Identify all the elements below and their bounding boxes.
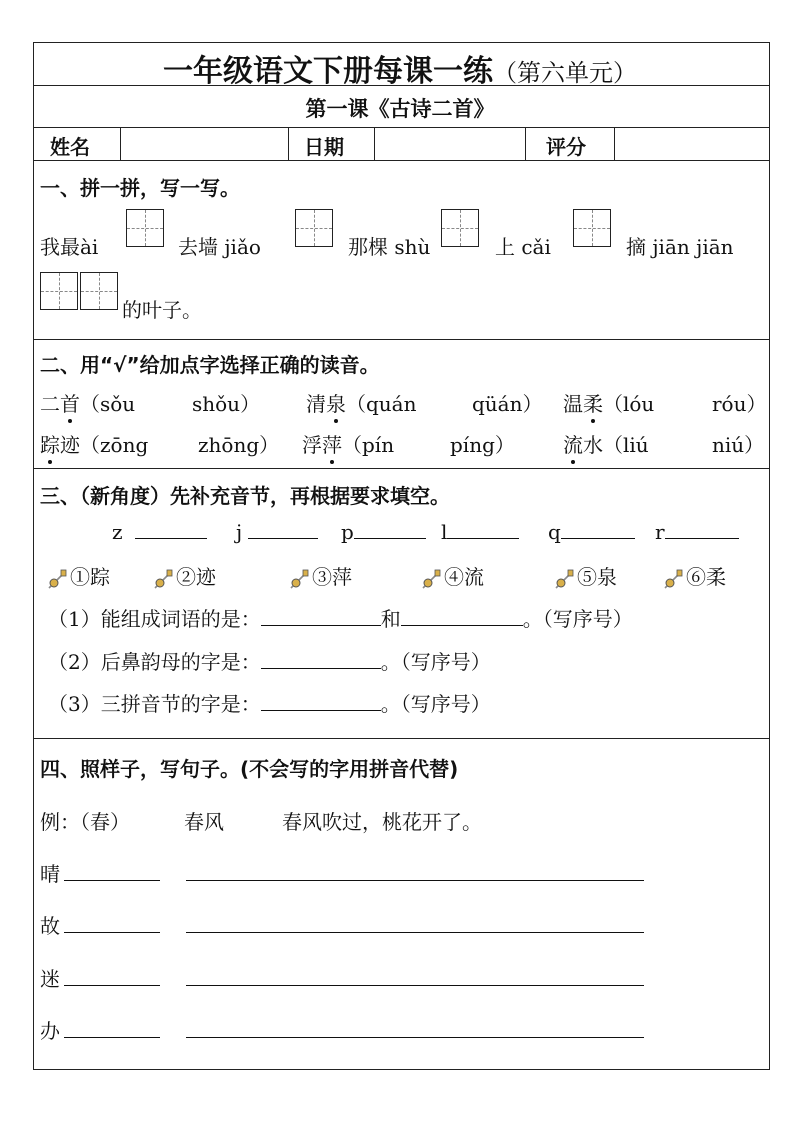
example-sentence: 春风吹过，桃花开了。: [282, 810, 482, 834]
char-item: ①踪: [46, 561, 110, 590]
char-item: ④流: [420, 561, 484, 590]
score-label: 评分: [546, 135, 586, 159]
s1-text: 的叶子。: [122, 298, 202, 322]
writing-grid[interactable]: [573, 209, 611, 247]
info-divider: [374, 127, 375, 160]
name-field[interactable]: [122, 127, 286, 157]
rule-s1: [34, 339, 769, 340]
info-divider: [614, 127, 615, 160]
pushpin-icon: [553, 569, 575, 589]
dotted-char: 萍: [322, 429, 342, 458]
answer-blank[interactable]: [261, 650, 381, 669]
pinyin-option[interactable]: píng）: [450, 433, 515, 457]
word-blank[interactable]: [64, 932, 160, 933]
dotted-char: 柔: [583, 388, 603, 417]
answer-blank[interactable]: [261, 692, 381, 711]
info-divider: [525, 127, 526, 160]
sentence-blank[interactable]: [186, 880, 644, 881]
pinyin-option[interactable]: （sǒu: [80, 392, 136, 416]
answer-blank[interactable]: [261, 607, 381, 626]
pushpin-icon: [288, 569, 310, 589]
practice-char: 迷: [40, 967, 60, 991]
writing-grid[interactable]: [295, 209, 333, 247]
practice-char: 晴: [40, 862, 60, 886]
syllable-blank[interactable]: p: [341, 520, 426, 544]
s1-heading: 一、拼一拼，写一写。: [40, 176, 240, 200]
reading-item: 浮萍（pín: [302, 429, 394, 458]
lesson-title: 第一课《古诗二首》: [305, 97, 495, 121]
char-item: ⑥柔: [662, 561, 726, 590]
pinyin-option[interactable]: （liú: [603, 433, 649, 457]
char-item: ②迹: [152, 561, 216, 590]
question-2: （2）后鼻韵母的字是： 。（写序号）: [48, 650, 491, 674]
syllable-blank[interactable]: j: [236, 520, 318, 544]
s1-text: 那棵 shù: [348, 235, 431, 259]
word-blank[interactable]: [64, 880, 160, 881]
pushpin-icon: [662, 569, 684, 589]
reading-item: 温柔（lóu: [563, 388, 654, 417]
rule-s2: [34, 468, 769, 469]
pinyin-option[interactable]: （pín: [342, 433, 395, 457]
title-text: 一年级语文下册每课一练: [163, 54, 493, 89]
pinyin-option[interactable]: zhōng）: [198, 433, 280, 457]
pushpin-icon: [420, 569, 442, 589]
question-3: （3）三拼音节的字是： 。（写序号）: [48, 692, 491, 716]
reading-item: 踪迹（zōng: [40, 429, 148, 458]
writing-grid[interactable]: [126, 209, 164, 247]
syllable-blank[interactable]: r: [655, 520, 739, 544]
rule-info: [34, 160, 769, 161]
unit-text: （第六单元）: [493, 59, 637, 87]
s1-text: 摘 jiān jiān: [626, 235, 734, 259]
reading-item: 流水（liú: [563, 429, 649, 458]
rule-s3: [34, 738, 769, 739]
char-item: ③萍: [288, 561, 352, 590]
pinyin-option[interactable]: shǒu）: [192, 392, 261, 416]
s3-heading: 三、（新角度）先补充音节，再根据要求填空。: [40, 484, 450, 508]
pinyin-option[interactable]: （quán: [346, 392, 417, 416]
example-label: 例：（春）: [40, 810, 130, 834]
syllable-blank[interactable]: q: [548, 520, 635, 544]
s1-text: 上 cǎi: [495, 235, 551, 259]
sentence-blank[interactable]: [186, 932, 644, 933]
dotted-char: 踪: [40, 429, 60, 458]
dotted-char: 流: [563, 429, 583, 458]
sentence-blank[interactable]: [186, 985, 644, 986]
word-blank[interactable]: [64, 985, 160, 986]
pushpin-icon: [152, 569, 174, 589]
date-field[interactable]: [376, 127, 522, 157]
char-item: ⑤泉: [553, 561, 617, 590]
word-blank[interactable]: [64, 1037, 160, 1038]
example-word: 春风: [184, 810, 224, 834]
score-field[interactable]: [616, 127, 766, 157]
s1-text: 去墙 jiǎo: [178, 235, 261, 259]
info-divider: [120, 127, 121, 160]
answer-blank[interactable]: [401, 607, 523, 626]
s2-heading: 二、用“√”给加点字选择正确的读音。: [40, 353, 380, 377]
reading-item: 二首（sǒu: [40, 388, 135, 417]
s4-heading: 四、照样子，写句子。(不会写的字用拼音代替): [40, 757, 459, 781]
pinyin-option[interactable]: niú）: [712, 433, 765, 457]
dotted-char: 首: [60, 388, 80, 417]
question-1: （1）能组成词语的是： 和 。（写序号）: [48, 607, 633, 631]
info-divider: [288, 127, 289, 160]
pushpin-icon: [46, 569, 68, 589]
syllable-blank[interactable]: l: [441, 520, 519, 544]
reading-item: 清泉（quán: [306, 388, 417, 417]
date-label: 日期: [304, 135, 344, 159]
name-label: 姓名: [50, 135, 90, 159]
writing-grid[interactable]: [40, 272, 78, 310]
page-title: [0, 46, 800, 90]
syllable-blank[interactable]: z: [112, 520, 207, 544]
writing-grid[interactable]: [80, 272, 118, 310]
writing-grid[interactable]: [441, 209, 479, 247]
pinyin-option[interactable]: （zōng: [80, 433, 149, 457]
sentence-blank[interactable]: [186, 1037, 644, 1038]
practice-char: 故: [40, 914, 60, 938]
dotted-char: 泉: [326, 388, 346, 417]
s1-text: 我最ài: [40, 235, 99, 259]
pinyin-option[interactable]: róu）: [712, 392, 767, 416]
practice-char: 办: [40, 1019, 60, 1043]
pinyin-option[interactable]: qüán）: [472, 392, 543, 416]
pinyin-option[interactable]: （lóu: [603, 392, 655, 416]
